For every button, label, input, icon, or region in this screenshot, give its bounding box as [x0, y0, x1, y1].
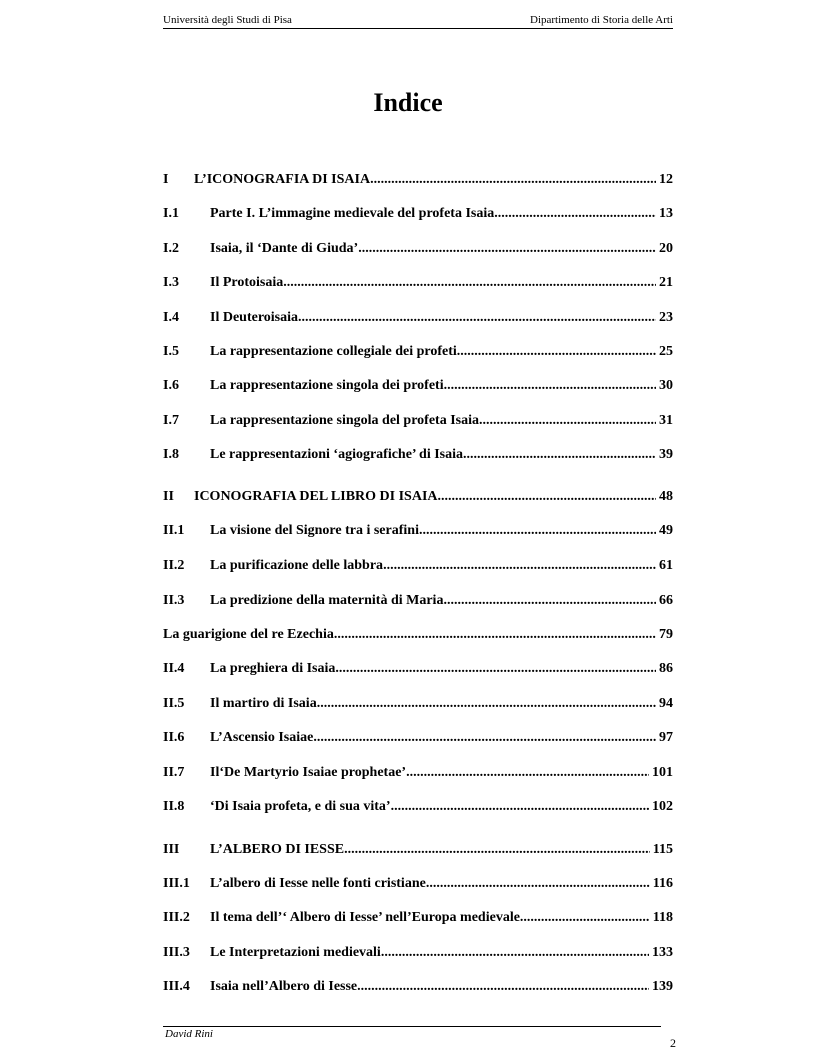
toc-entry-page: 13	[659, 206, 673, 221]
toc-leader	[383, 558, 656, 574]
toc-entry-number: I.1	[163, 206, 179, 221]
toc-entry-page: 39	[659, 447, 673, 462]
toc-entry-number: I	[163, 172, 169, 187]
toc-entry-label: L’ICONOGRAFIA DI ISAIA	[194, 172, 371, 187]
footer-page-number: 2	[670, 1036, 676, 1050]
toc-entry-label: La visione del Signore tra i serafini	[210, 523, 419, 538]
toc-entry-label: La guarigione del re Ezechia	[163, 627, 334, 642]
toc-entry[interactable]	[163, 413, 673, 433]
toc-entry[interactable]	[163, 275, 673, 295]
header-rule	[163, 28, 673, 29]
toc-entry-page: 23	[659, 310, 673, 325]
toc-entry-number: I.6	[163, 378, 179, 393]
toc-entry[interactable]	[163, 241, 673, 261]
toc-leader	[344, 842, 650, 858]
toc-entry-number: II	[163, 489, 174, 504]
toc-entry[interactable]	[163, 799, 673, 819]
page-title: Indice	[373, 88, 443, 117]
toc-entry[interactable]	[163, 523, 673, 543]
toc-leader	[520, 910, 650, 926]
toc-entry-label: La purificazione delle labbra	[210, 558, 384, 573]
toc-entry-label: La preghiera di Isaia	[210, 661, 336, 676]
toc-entry-page: 118	[652, 910, 673, 925]
toc-entry-label: Le Interpretazioni medievali	[210, 945, 381, 960]
toc-entry[interactable]	[163, 378, 673, 398]
toc-entry-label: Le rappresentazioni ‘agiografiche’ di Isaia	[210, 447, 464, 462]
toc-entry-label: La rappresentazione singola dei profeti	[210, 378, 444, 393]
toc-entry-page: 94	[659, 696, 673, 711]
toc-leader	[426, 876, 650, 892]
toc-entry-label: Parte I. L’immagine medievale del profeta Isaia	[210, 206, 495, 221]
toc-entry[interactable]	[163, 310, 673, 330]
toc-entry[interactable]	[163, 765, 673, 785]
toc-leader	[313, 730, 656, 746]
toc-entry-label: L’ALBERO DI IESSE	[210, 842, 345, 857]
toc-leader	[391, 799, 649, 815]
toc-leader	[317, 696, 656, 712]
toc-entry[interactable]	[163, 344, 673, 364]
toc-entry-label: La predizione della maternità di Maria	[210, 593, 444, 608]
toc-entry-label: Il Protoisaia	[210, 275, 284, 290]
toc-leader	[463, 447, 656, 463]
toc-entry-number: II.3	[163, 593, 185, 608]
toc-entry-label: L’Ascensio Isaiae	[210, 730, 314, 745]
toc-entry[interactable]	[163, 593, 673, 613]
toc-entry-label: L’albero di Iesse nelle fonti cristiane	[210, 876, 426, 891]
toc-entry-page: 133	[652, 945, 673, 960]
toc-entry-number: II.2	[163, 558, 185, 573]
toc-entry-page: 12	[659, 172, 673, 187]
toc-entry-page: 30	[659, 378, 673, 393]
toc-entry[interactable]	[163, 945, 673, 965]
toc-leader	[457, 344, 656, 360]
header-university: Università degli Studi di Pisa	[163, 14, 292, 26]
toc-entry[interactable]	[163, 558, 673, 578]
toc-entry-label: Isaia nell’Albero di Iesse	[210, 979, 358, 994]
toc-entry-page: 61	[659, 558, 673, 573]
toc-leader	[370, 172, 656, 188]
toc-entry[interactable]	[163, 627, 673, 647]
toc-entry-page: 101	[652, 765, 673, 780]
toc-entry-page: 48	[659, 489, 673, 504]
toc-leader	[335, 661, 656, 677]
toc-entry-number: III.4	[163, 979, 190, 994]
toc-entry-number: I.3	[163, 275, 179, 290]
toc-leader	[419, 523, 656, 539]
toc-entry[interactable]	[163, 661, 673, 681]
toc-entry[interactable]	[163, 842, 673, 862]
toc-entry[interactable]	[163, 206, 673, 226]
toc-entry-page: 25	[659, 344, 673, 359]
toc-leader	[494, 206, 656, 222]
footer-author: David Rini	[165, 1028, 213, 1040]
toc-entry-label: ‘Di Isaia profeta, e di sua vita’	[210, 799, 391, 814]
toc-entry[interactable]	[163, 730, 673, 750]
toc-leader	[298, 310, 656, 326]
toc-entry-number: III	[163, 842, 180, 857]
toc-entry-number: II.1	[163, 523, 185, 538]
toc-entry-number: III.2	[163, 910, 190, 925]
footer-rule	[163, 1026, 661, 1027]
toc-entry-page: 20	[659, 241, 673, 256]
toc-entry-page: 115	[652, 842, 673, 857]
toc-entry-page: 116	[652, 876, 673, 891]
toc-leader	[438, 489, 657, 505]
toc-leader	[283, 275, 656, 291]
header-department: Dipartimento di Storia delle Arti	[530, 14, 673, 26]
toc-entry-label: Isaia, il ‘Dante di Giuda’	[210, 241, 359, 256]
toc-entry-number: II.7	[163, 765, 185, 780]
toc-entry[interactable]	[163, 876, 673, 896]
toc-entry-label: ICONOGRAFIA DEL LIBRO DI ISAIA	[194, 489, 438, 504]
toc-entry-label: La rappresentazione collegiale dei profeti	[210, 344, 457, 359]
toc-entry-number: III.3	[163, 945, 190, 960]
toc-entry-number: II.8	[163, 799, 185, 814]
toc-leader	[334, 627, 656, 643]
toc-entry-label: Il martiro di Isaia	[210, 696, 317, 711]
toc-entry-number: I.2	[163, 241, 179, 256]
toc-entry-label: Il tema dell’‘ Albero di Iesse’ nell’Europa medievale	[210, 910, 520, 925]
toc-entry-page: 66	[659, 593, 673, 608]
toc-entry-page: 139	[652, 979, 673, 994]
toc-entry-number: I.8	[163, 447, 179, 462]
toc-entry-page: 102	[652, 799, 673, 814]
toc-entry[interactable]	[163, 447, 673, 467]
toc-entry-number: I.4	[163, 310, 179, 325]
toc-entry-page: 49	[659, 523, 673, 538]
toc-entry-number: I.5	[163, 344, 179, 359]
toc-entry[interactable]	[163, 172, 673, 192]
toc-leader	[358, 241, 656, 257]
toc-entry[interactable]	[163, 489, 673, 509]
toc-entry[interactable]	[163, 910, 673, 930]
toc-entry-label: Il Deuteroisaia	[210, 310, 299, 325]
toc-leader	[357, 979, 649, 995]
toc-entry-label: La rappresentazione singola del profeta Isaia	[210, 413, 479, 428]
toc-leader	[406, 765, 649, 781]
toc-entry-page: 86	[659, 661, 673, 676]
toc-leader	[479, 413, 656, 429]
toc-entry-number: III.1	[163, 876, 190, 891]
toc-entry-number: II.5	[163, 696, 185, 711]
toc-leader	[381, 945, 649, 961]
toc-entry-page: 21	[659, 275, 673, 290]
toc-entry[interactable]	[163, 979, 673, 999]
toc-leader	[444, 378, 656, 394]
toc-leader	[443, 593, 656, 609]
toc-entry-page: 97	[659, 730, 673, 745]
toc-entry-number: I.7	[163, 413, 179, 428]
toc-entry-number: II.4	[163, 661, 185, 676]
toc-entry-page: 31	[659, 413, 673, 428]
toc-entry-label: Il‘De Martyrio Isaiae prophetae’	[210, 765, 407, 780]
toc-entry-number: II.6	[163, 730, 185, 745]
toc-entry[interactable]	[163, 696, 673, 716]
toc-entry-page: 79	[659, 627, 673, 642]
